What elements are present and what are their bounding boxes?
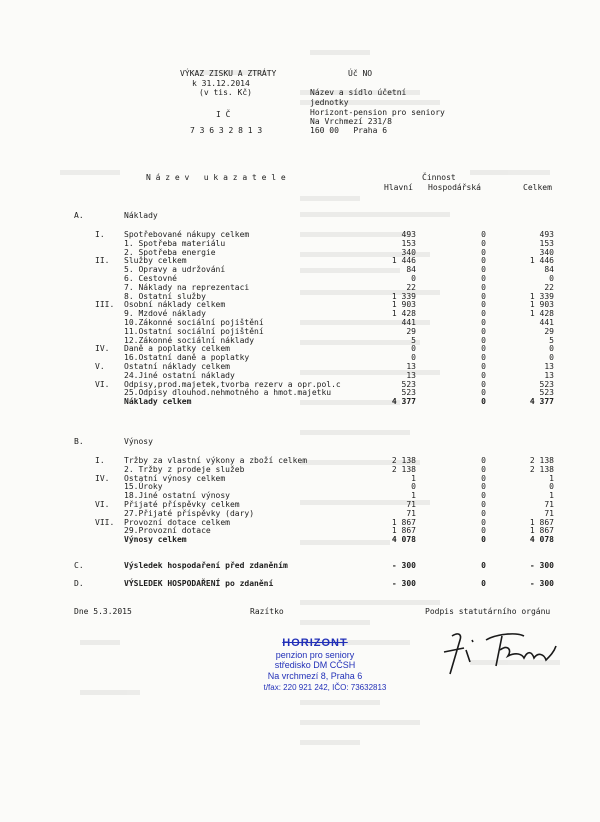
table-row [0,536,600,545]
row-celkem-value: 340 [539,247,554,257]
row-hospodarska-value: 0 [481,464,486,474]
row-label: Náklady celkem [124,397,192,407]
row-label: 2. Tržby z prodeje služeb [124,464,245,474]
row-hlavni-value: 1 [411,473,416,483]
company-stamp [250,637,387,692]
row-hospodarska-value: 0 [481,526,486,536]
row-hospodarska-value: 0 [481,344,486,354]
row-hlavni-value: 493 [401,230,416,239]
bleed-through-line [300,430,410,435]
row-celkem-value: 5 [549,335,554,345]
table-row [0,328,600,337]
table-row [0,231,600,240]
row-hospodarska-value: 0 [481,274,486,283]
row-hospodarska-value: 0 [481,265,486,275]
table-row [0,345,600,354]
row-hlavni-value: 1 428 [391,309,416,319]
table-row [0,310,600,319]
table-row [0,301,600,310]
row-celkem-value: 1 867 [529,526,554,536]
row-label: Osobní náklady celkem [124,300,226,310]
row-hlavni-value: 1 867 [391,517,416,527]
row-label: 6. Cestovné [124,274,177,283]
bleed-through-line [310,50,370,55]
table-row [0,475,600,484]
table-row [0,284,600,293]
row-roman-numeral: VI. [95,379,110,389]
section-a-letter: A. [74,211,84,220]
row-hlavni-value: 29 [406,326,416,336]
row-label: Služby celkem [124,256,187,266]
bleed-through-line [300,212,450,217]
row-hospodarska-value: 0 [481,473,486,483]
entity-name: Horizont-pension pro seniory [310,108,445,117]
column-celkem-header: Celkem [523,183,552,192]
bleed-through-line [80,690,140,695]
row-hlavni-value: 4 377 [391,397,416,407]
bleed-through-line [300,620,370,625]
row-hospodarska-value: 0 [481,500,486,509]
row-hlavni-value: 0 [411,482,416,492]
row-celkem-value: 84 [544,265,554,275]
stamp-line-4: Na vrchmezí 8, Praha 6 [267,671,363,681]
row-hospodarska-value: 0 [481,397,486,407]
footer-podpis-label: Podpis statutárního orgánu [425,607,551,616]
row-roman-numeral: I. [95,230,105,239]
table-row [0,293,600,302]
table-row [0,527,600,536]
row-celkem-value: 1 [549,491,554,501]
row-roman-numeral: I. [95,456,105,465]
section-d-celkem: - 300 [529,579,554,588]
row-hospodarska-value: 0 [481,491,486,501]
entity-street: Na Vrchmezí 231/8 [310,117,392,126]
row-roman-numeral: II. [95,256,110,266]
row-label: Ostatní výnosy celkem [124,473,226,483]
row-label: Přijaté příspěvky celkem [124,500,240,509]
row-label: Výnosy celkem [124,535,187,545]
row-hospodarska-value: 0 [481,282,486,292]
row-celkem-value: 29 [544,326,554,336]
section-b-title: Výnosy [124,437,153,446]
row-celkem-value: 71 [544,500,554,509]
row-hospodarska-value: 0 [481,508,486,518]
table-row [0,398,600,407]
row-roman-numeral: VI. [95,500,110,509]
row-hlavni-value: 0 [411,274,416,283]
row-hospodarska-value: 0 [481,238,486,248]
row-celkem-value: 0 [549,344,554,354]
bleed-through-line [80,640,120,645]
column-cinnost-header: Činnost [422,173,456,182]
row-label: 5. Opravy a udržování [124,265,226,275]
row-label: 16.Ostatní daně a poplatky [124,353,250,363]
row-hlavni-value: 84 [406,265,416,275]
section-c-hlavni: - 300 [391,561,416,570]
table-row [0,257,600,266]
row-roman-numeral: III. [95,300,115,310]
row-label: 10.Zákonné sociální pojištění [124,318,264,327]
row-label: 18.Jiné ostatní výnosy [124,491,230,501]
row-hlavni-value: 523 [401,388,416,398]
row-label: 7. Náklady na reprezentaci [124,282,250,292]
row-hlavni-value: 153 [401,238,416,248]
row-hospodarska-value: 0 [481,456,486,465]
bleed-through-line [300,700,380,705]
row-hospodarska-value: 0 [481,318,486,327]
ic-value: 7 3 6 3 2 8 1 3 [190,126,263,135]
section-c-letter: C. [74,561,84,570]
entity-label-1: Název a sídlo účetní [310,88,407,97]
row-hospodarska-value: 0 [481,247,486,257]
section-d-title: VÝSLEDEK HOSPODAŘENÍ po zdanění [124,579,274,588]
row-celkem-value: 13 [544,362,554,371]
section-a-title: Náklady [124,211,158,220]
row-celkem-value: 1 [549,473,554,483]
section-c-hospodarska: 0 [481,561,486,570]
section-d-hospodarska: 0 [481,579,486,588]
row-celkem-value: 441 [539,318,554,327]
table-row [0,501,600,510]
row-hlavni-value: 5 [411,335,416,345]
section-d-hlavni: - 300 [391,579,416,588]
row-label: Ostatní náklady celkem [124,362,230,371]
row-label: 11.Ostatní sociální pojištění [124,326,264,336]
bleed-through-line [300,196,360,201]
column-hlavni-header: Hlavní [384,183,413,192]
row-celkem-value: 1 428 [529,309,554,319]
row-hospodarska-value: 0 [481,379,486,389]
row-hlavni-value: 4 078 [391,535,416,545]
signature-image [438,622,568,678]
row-hlavni-value: 22 [406,282,416,292]
row-hospodarska-value: 0 [481,362,486,371]
table-row [0,510,600,519]
table-row [0,519,600,528]
table-row [0,483,600,492]
row-hlavni-value: 13 [406,362,416,371]
row-label: Provozní dotace celkem [124,517,230,527]
row-celkem-value: 1 446 [529,256,554,266]
column-hospodarska-header: Hospodářská [428,183,481,192]
row-hlavni-value: 1 339 [391,291,416,301]
bleed-through-line [60,170,120,175]
column-name-header: N á z e v u k a z a t e l e [146,173,286,182]
row-hospodarska-value: 0 [481,300,486,310]
row-hospodarska-value: 0 [481,482,486,492]
row-celkem-value: 0 [549,353,554,363]
row-hlavni-value: 1 446 [391,256,416,266]
table-row [0,363,600,372]
result-after-tax-row [0,580,600,589]
footer-date: Dne 5.3.2015 [74,607,132,616]
row-label: 2. Spotřeba energie [124,247,216,257]
section-b-letter: B. [74,437,84,446]
row-celkem-value: 2 138 [529,464,554,474]
stamp-line-2: penzion pro seniory [275,650,355,660]
stamp-line-5: t/fax: 220 921 242, IČO: 73632813 [263,683,387,692]
ic-label: I Č [216,110,231,119]
report-date: k 31.12.2014 [192,79,250,88]
result-before-tax-row [0,562,600,571]
row-roman-numeral: IV. [95,473,110,483]
report-title: VÝKAZ ZISKU A ZTRÁTY [180,69,277,78]
row-celkem-value: 153 [539,238,554,248]
row-label: 1. Spotřeba materiálu [124,238,226,248]
entity-city: 160 00 Praha 6 [310,126,388,135]
row-hospodarska-value: 0 [481,370,486,380]
row-label: Daně a poplatky celkem [124,344,230,354]
row-hlavni-value: 13 [406,370,416,380]
uc-label: Úč NO [348,69,373,78]
row-celkem-value: 0 [549,482,554,492]
table-row [0,240,600,249]
row-celkem-value: 523 [539,379,554,389]
row-celkem-value: 493 [539,230,554,239]
stamp-line-1: HORIZONT [282,637,348,649]
row-celkem-value: 1 339 [529,291,554,301]
row-celkem-value: 0 [549,274,554,283]
table-row [0,266,600,275]
section-c-title: Výsledek hospodaření před zdaněním [124,561,288,570]
row-hlavni-value: 2 138 [391,464,416,474]
row-roman-numeral: VII. [95,517,115,527]
row-hlavni-value: 1 [411,491,416,501]
bleed-through-line [300,740,360,745]
row-label: 12.Zákonné sociální náklady [124,335,255,345]
row-hospodarska-value: 0 [481,353,486,363]
row-celkem-value: 4 078 [529,535,554,545]
row-hospodarska-value: 0 [481,256,486,266]
row-hospodarska-value: 0 [481,388,486,398]
row-label: 25.Odpisy dlouhod.nehmotného a hmot.majetku [124,388,332,398]
row-label: 29.Provozní dotace [124,526,211,536]
row-hlavni-value: 71 [406,508,416,518]
row-celkem-value: 2 138 [529,456,554,465]
row-label: Odpisy,prod.majetek,tvorba rezerv a opr.pol.c [124,379,341,389]
row-roman-numeral: IV. [95,344,110,354]
table-row [0,354,600,363]
row-hospodarska-value: 0 [481,335,486,345]
row-label: Spotřebované nákupy celkem [124,230,250,239]
row-roman-numeral: V. [95,362,105,371]
row-hlavni-value: 1 867 [391,526,416,536]
row-label: 9. Mzdové náklady [124,309,206,319]
row-label: 8. Ostatní služby [124,291,206,301]
row-celkem-value: 4 377 [529,397,554,407]
table-row [0,457,600,466]
row-label: 24.Jiné ostatní náklady [124,370,235,380]
row-label: Tržby za vlastní výkony a zboží celkem [124,456,308,465]
row-celkem-value: 523 [539,388,554,398]
row-celkem-value: 1 867 [529,517,554,527]
row-label: 15.Úroky [124,482,163,492]
row-celkem-value: 22 [544,282,554,292]
bleed-through-line [300,720,420,725]
table-row [0,492,600,501]
row-celkem-value: 1 903 [529,300,554,310]
table-row [0,389,600,398]
footer-razitko: Razítko [250,607,284,616]
bleed-through-line [470,170,550,175]
row-hlavni-value: 71 [406,500,416,509]
entity-label-2: jednotky [310,98,349,107]
stamp-line-3: středisko DM CČSH [274,660,356,670]
section-d-letter: D. [74,579,84,588]
row-hlavni-value: 523 [401,379,416,389]
row-hospodarska-value: 0 [481,535,486,545]
row-hlavni-value: 1 903 [391,300,416,310]
row-hlavni-value: 0 [411,353,416,363]
table-row [0,466,600,475]
row-hospodarska-value: 0 [481,517,486,527]
table-row [0,249,600,258]
report-unit: (v tis. Kč) [199,88,252,97]
table-row [0,319,600,328]
row-celkem-value: 71 [544,508,554,518]
row-celkem-value: 13 [544,370,554,380]
row-hlavni-value: 2 138 [391,456,416,465]
row-hlavni-value: 0 [411,344,416,354]
bleed-through-line [300,600,440,605]
row-hlavni-value: 441 [401,318,416,327]
table-row [0,337,600,346]
table-row [0,275,600,284]
row-hospodarska-value: 0 [481,326,486,336]
row-label: 27.Přijaté příspěvky (dary) [124,508,255,518]
row-hospodarska-value: 0 [481,291,486,301]
row-hospodarska-value: 0 [481,230,486,239]
section-c-celkem: - 300 [529,561,554,570]
row-hospodarska-value: 0 [481,309,486,319]
row-hlavni-value: 340 [401,247,416,257]
